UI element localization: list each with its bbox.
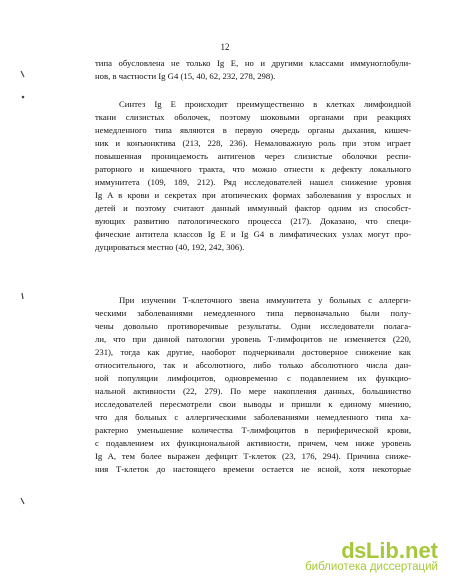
text-line: ткани слизистых оболочек, поэтому шоковыми органами при реакциях: [95, 112, 411, 122]
watermark-subtitle: библиотека диссертаций: [305, 561, 438, 573]
text-line: с подавлением их функциональной активности, причем, чем ниже уровень: [95, 438, 411, 448]
scan-artifact-mark: [20, 70, 26, 80]
text-line: 231), тогда как другие, наоборот подчеркивали достоверное снижение как: [95, 347, 411, 357]
text-line: относительного, так и абсолютного, либо только абсолютного числа дан-: [95, 360, 411, 370]
logo-net-text: net: [405, 538, 438, 563]
text-line: Ig A, тем более выражен дефицит Т-клеток (23, 176, 294). Причина сниже-: [95, 451, 411, 461]
text-line: ния Т-клеток до настоящего времени остается не ясной, хотя некоторые: [95, 464, 411, 474]
text-line: исследователей пересмотрели свои выводы и пришли к единому мнению,: [95, 399, 411, 409]
paragraph-1: [95, 57, 411, 83]
text-line: ник и конъюнктива (213, 228, 236). Немаловажную роль при этом играет: [95, 138, 411, 148]
logo-dot-text: .: [398, 538, 405, 563]
text-line: Ig A в крови и секретах при атопических формах заболевания у взрослых и: [95, 190, 411, 200]
watermark-logo: [305, 538, 438, 573]
text-line: типа обусловлена не только Ig E, но и другими классами иммуноглобули-: [95, 58, 411, 68]
text-line: нов, в частности Ig G4 (15, 40, 62, 232, 278, 298).: [95, 71, 276, 81]
text-line: немедленного типа являются в первую очередь органы дыхания, кишеч-: [95, 125, 411, 135]
text-line: ческими заболеваниями немедленного типа первоначально были полу-: [95, 308, 411, 318]
text-line: дуцироваться местно (40, 192, 242, 306).: [95, 242, 245, 252]
text-line: что для больных с аллергическими заболеваниями немедленного типа ха-: [95, 412, 411, 422]
text-line: фические антитела классов Ig E и Ig G4 в лимфатических узлах могут про-: [95, 229, 411, 239]
text-line: При изучении Т-клеточного звена иммунитета у больных с аллерги-: [119, 295, 411, 305]
logo-lib-text: Lib: [365, 538, 399, 563]
text-line: нальной активности (22, 279). По мере накопления данных, большинство: [95, 386, 411, 396]
text-line: раторного и кишечного тракта, что можно отнести к дефекту локального: [95, 164, 411, 174]
paragraph-3: [95, 294, 411, 476]
scan-artifact-mark: [20, 92, 26, 102]
scan-artifact-mark: [20, 497, 26, 507]
text-line: ной популяции лимфоцитов, одновременно с подавлением их функцио-: [95, 373, 411, 383]
text-line: повышенная проницаемость антигенов через слизистые оболочки респи-: [95, 151, 411, 161]
scan-artifact-mark: [20, 292, 26, 302]
page-number: 12: [220, 42, 230, 52]
text-line: ли, что при данной патологии уровень Т-лимфоцитов не изменяется (220,: [95, 334, 411, 344]
text-line: детей и поэтому считают данный иммунный фактор одним из способст-: [95, 203, 411, 213]
paragraph-2: [95, 98, 411, 254]
logo-ds-text: ds: [341, 538, 366, 563]
text-line: иммунитета (109, 189, 212). Ряд исследователей нашел снижение уровня: [95, 177, 411, 187]
text-line: рактерно уменьшение количества Т-лимфоцитов в периферической крови,: [95, 425, 411, 435]
text-line: вующих развитию патологического процесса (217). Доказано, что специ-: [95, 216, 411, 226]
text-line: чены довольно противоречивые результаты. Одни исследователи полага-: [95, 321, 411, 331]
text-line: Синтез Ig E происходит преимущественно в клетках лимфоидной: [119, 99, 411, 109]
